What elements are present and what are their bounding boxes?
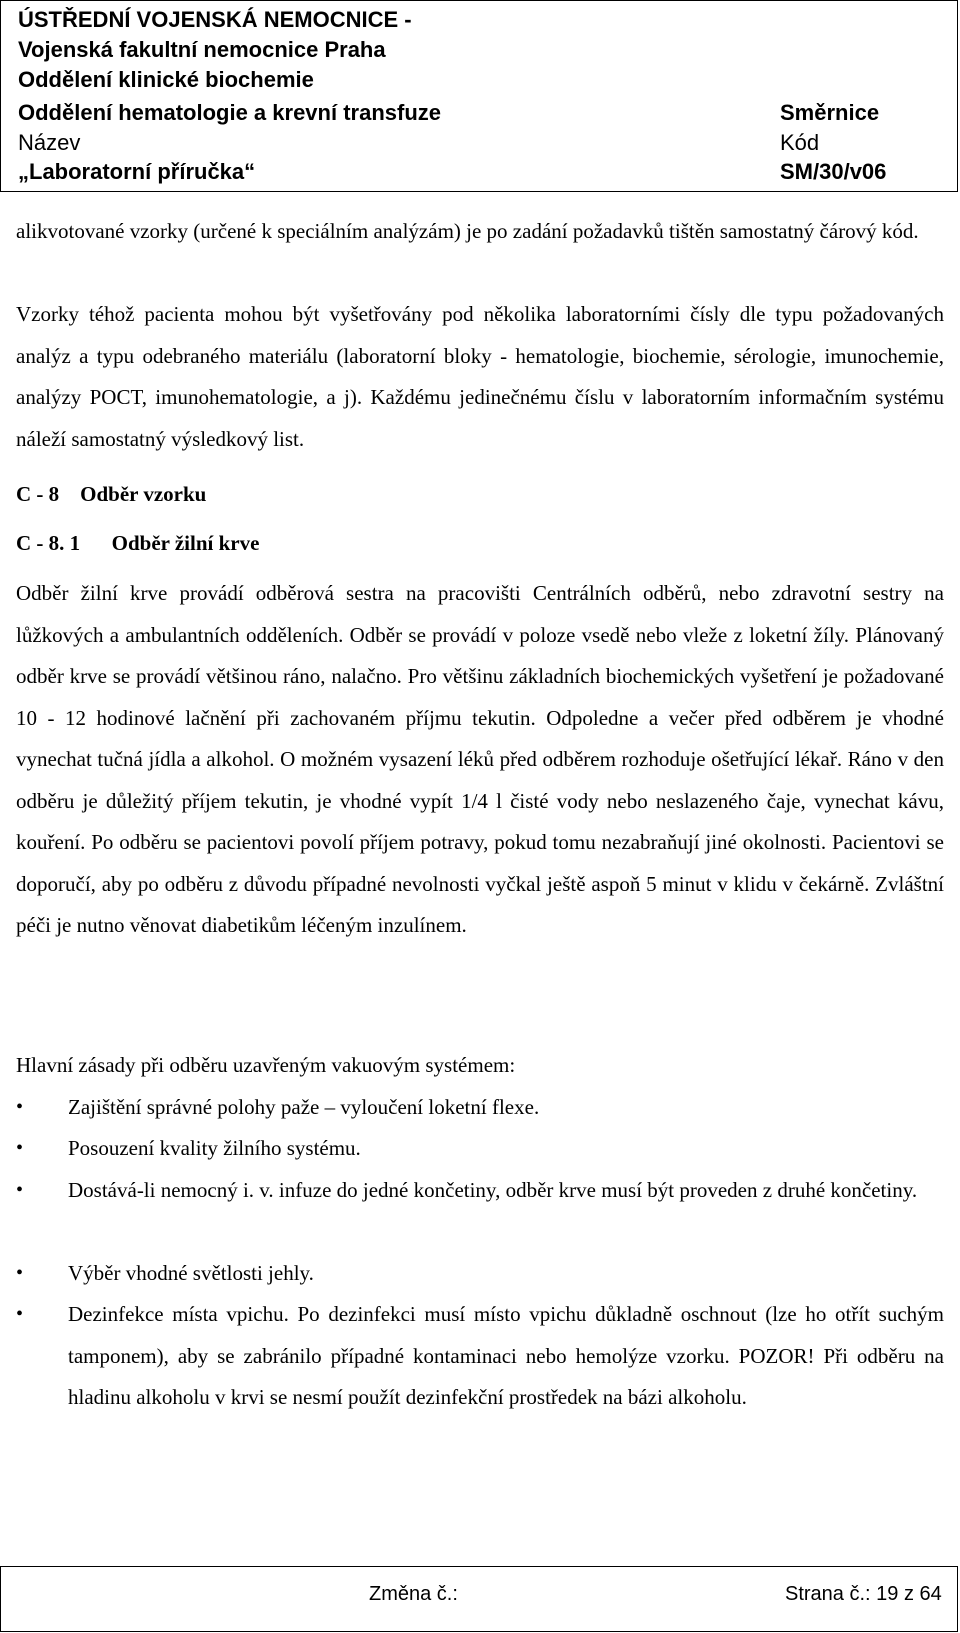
- section-title: C - 8. 1 Odběr žilní krve: [16, 531, 260, 555]
- department-hematology: Oddělení hematologie a krevní transfuze: [18, 100, 441, 125]
- list-item-text: Zajištění správné polohy paže – vyloučení loketní flexe.: [68, 1095, 540, 1119]
- section-title: C - 8 Odběr vzorku: [16, 482, 207, 506]
- list-item: [16, 1253, 944, 1295]
- list-item: [16, 1294, 944, 1419]
- institution-name: ÚSTŘEDNÍ VOJENSKÁ NEMOCNICE -: [18, 7, 412, 32]
- document-footer: [0, 1566, 958, 1632]
- bullet-icon: •: [16, 1096, 24, 1118]
- list-item: [16, 1170, 944, 1212]
- bullet-icon: •: [16, 1262, 24, 1284]
- department-biochemistry: Oddělení klinické biochemie: [18, 67, 314, 92]
- paragraph-text: alikvotované vzorky (určené k speciálním analýzám) je po zadání požadavků tištěn samostatný čárový kód.: [16, 219, 919, 243]
- list-item-text: Dostává-li nemocný i. v. infuze do jedné končetiny, odběr krve musí být proveden z druhé končetiny.: [68, 1178, 918, 1202]
- document-type: Směrnice: [780, 100, 880, 125]
- list-item-text: Posouzení kvality žilního systému.: [68, 1136, 361, 1160]
- bullet-icon: •: [16, 1179, 24, 1201]
- document-code-label: Kód: [780, 130, 820, 155]
- paragraph-text: Vzorky téhož pacienta mohou být vyšetřovány pod několika laboratorními čísly dle typu požadovaných analýz a typu odebraného materiálu (laboratorní bloky - hematologie, biochemie, sérologie, imunochemie, analýzy POCT, imunohematologie, a j). Každému jedinečnému číslu v laboratorním informačním systému náleží samostatný výsledkový list.: [16, 302, 944, 451]
- bullet-icon: •: [16, 1137, 24, 1159]
- list-item: [16, 1128, 944, 1170]
- document-header: [0, 0, 958, 192]
- institution-subname: Vojenská fakultní nemocnice Praha: [18, 37, 386, 62]
- document-name: „Laboratorní příručka“: [18, 159, 256, 184]
- document-code: SM/30/v06: [780, 159, 887, 184]
- list-item: [16, 1087, 944, 1129]
- page-number: Strana č.: 19 z 64: [785, 1583, 942, 1605]
- paragraph-text: Odběr žilní krve provádí odběrová sestra na pracovišti Centrálních odběrů, nebo zdravotní sestry na lůžkových a ambulantních odděleních. Odběr se provádí v poloze vsedě nebo vleže z loketní žíly. Plánovaný odběr krve se provádí většinou ráno, nalačno. Pro většinu základních biochemických vyšetření je požadované 10 - 12 hodinové lačnění při zachovaném příjmu tekutin. Odpoledne a večer před odběrem je vhodné vynechat tučná jídla a alkohol. O možném vysazení léků před odběrem rozhoduje ošetřující lékař. Ráno v den odběru je důležitý příjem tekutin, je vhodné vypít 1/4 l čisté vody nebo neslazeného čaje, vynechat kávu, kouření. Po odběru se pacientovi povolí příjem potravy, pokud tomu nezabraňují jiné okolnosti. Pacientovi se doporučí, aby po odběru z důvodu případné nevolnosti vyčkal ještě aspoň 5 minut v klidu v čekárně. Zvláštní péči je nutno věnovat diabetikům léčeným inzulínem.: [16, 581, 944, 937]
- change-number: Změna č.:: [369, 1583, 458, 1605]
- list-item-text: Dezinfekce místa vpichu. Po dezinfekci musí místo vpichu důkladně oschnout (lze ho otřít suchým tamponem), aby se zabránilo případné kontaminaci nebo hemolýze vzorku. POZOR! Při odběru na hladinu alkoholu v krvi se nesmí použít dezinfekční prostředek na bázi alkoholu.: [68, 1302, 944, 1409]
- section-heading-c81: [16, 529, 259, 557]
- paragraph-lab-numbers: [16, 294, 944, 460]
- paragraph-aliquots: [16, 211, 944, 253]
- document-name-label: Název: [18, 130, 81, 155]
- list-intro-text: Hlavní zásady při odběru uzavřeným vakuovým systémem:: [16, 1053, 516, 1077]
- section-heading-c8: [16, 480, 206, 508]
- bullet-icon: •: [16, 1303, 24, 1325]
- list-intro: [16, 1045, 944, 1087]
- paragraph-venous-collection: [16, 573, 944, 947]
- list-item-text: Výběr vhodné světlosti jehly.: [68, 1261, 314, 1285]
